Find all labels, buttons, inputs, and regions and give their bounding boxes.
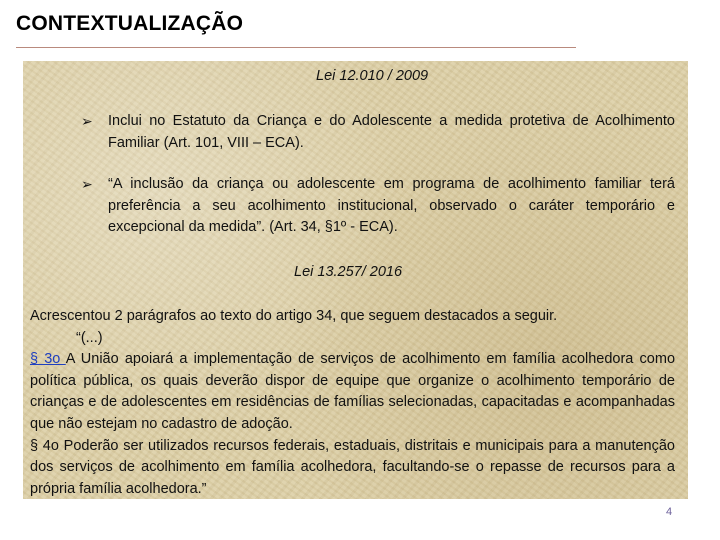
- quote-open: “(...): [76, 329, 103, 346]
- title-divider: [16, 47, 576, 48]
- bullet-item-1: [81, 111, 675, 154]
- law-body-text: [30, 306, 675, 500]
- bullet-text-1: Inclui no Estatuto da Criança e do Adolescente a medida protetiva de Acolhimento Familiar (Art. 101, VIII – ECA).: [108, 113, 675, 151]
- page-title: CONTEXTUALIZAÇÃO: [16, 12, 244, 35]
- paragraph-4: § 4o Poderão ser utilizados recursos federais, estaduais, distritais e municipais para a manutenção dos serviços de acolhimento em família acolhedora, facultando-se o repasse de recursos para a própria família acolhedora.”: [30, 437, 675, 497]
- paragraph-3-link[interactable]: § 3o: [30, 351, 66, 368]
- page-number: 4: [666, 506, 673, 518]
- bullet-text-2: “A inclusão da criança ou adolescente em programa de acolhimento familiar terá preferência a seu acolhimento institucional, observado o caráter temporário e excepcional da medida”. (Art. 34, §1º - ECA).: [108, 176, 675, 235]
- bullet-item-2: [81, 174, 675, 239]
- law-heading-1: Lei 12.010 / 2009: [316, 68, 429, 84]
- paragraph-3: [30, 349, 675, 435]
- paragraph-3-text: A União apoiará a implementação de serviços de acolhimento em família acolhedora como política pública, os quais deverão dispor de equipe que organize o acolhimento temporário de crianças e de adolescentes em residências de famílias selecionadas, capacitadas e acompanhadas que não estejam no cadastro de adoção.: [30, 351, 676, 432]
- law-heading-2: Lei 13.257/ 2016: [294, 264, 403, 280]
- arrow-right-icon: ➢: [81, 113, 93, 129]
- intro-paragraph: Acrescentou 2 parágrafos ao texto do artigo 34, que seguem destacados a seguir.: [30, 308, 558, 324]
- arrow-right-icon: ➢: [81, 176, 93, 192]
